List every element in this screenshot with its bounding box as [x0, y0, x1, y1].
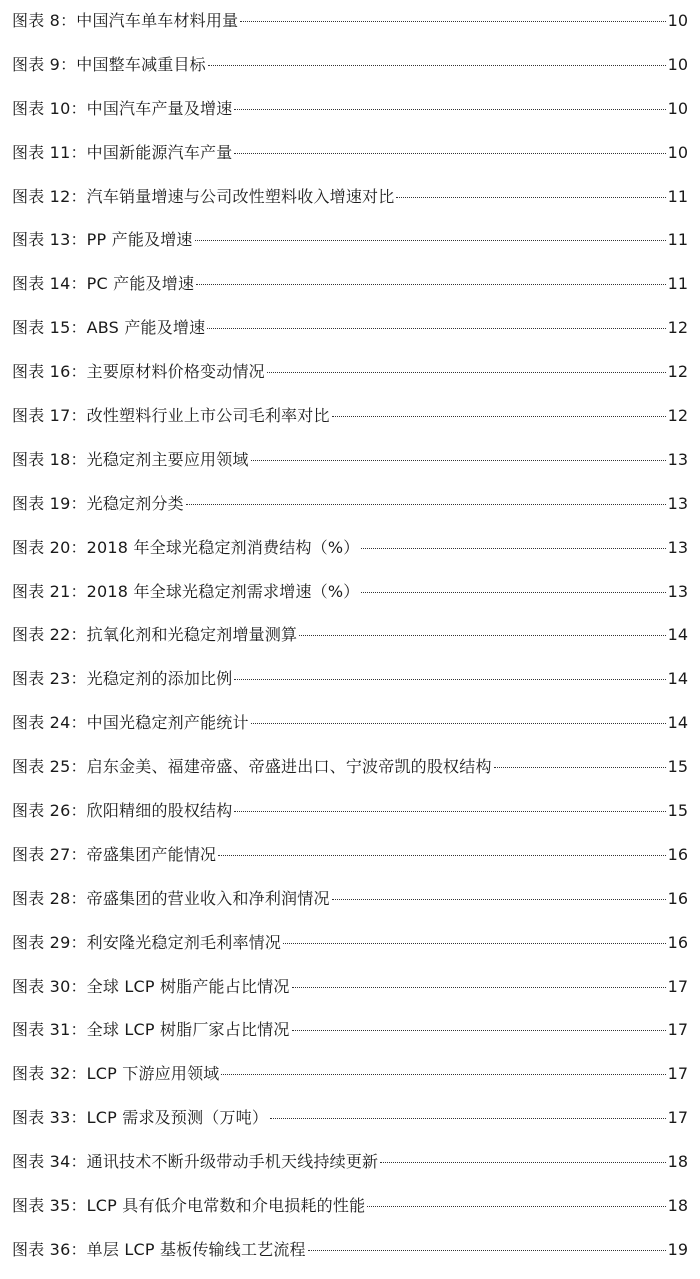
toc-entry-page-number: 18 [667, 1152, 688, 1172]
dot-leader [196, 284, 665, 285]
toc-entry-page-number: 10 [667, 98, 688, 118]
dot-leader [308, 1250, 666, 1251]
dot-leader [292, 1030, 666, 1031]
toc-entry-page-number: 16 [667, 932, 688, 952]
toc-entry-label: 图表 20：2018 年全球光稳定剂消费结构（%） [12, 537, 360, 557]
dot-leader [332, 899, 666, 900]
toc-entry[interactable] [0, 972, 700, 1016]
toc-entry[interactable] [0, 269, 700, 313]
toc-entry[interactable] [0, 1191, 700, 1235]
toc-entry[interactable] [0, 620, 700, 664]
dot-leader [367, 1206, 665, 1207]
dot-leader [361, 592, 665, 593]
dot-leader [240, 21, 665, 22]
toc-entry-page-number: 10 [667, 11, 688, 30]
toc-entry-page-number: 11 [667, 186, 688, 206]
toc-entry-label: 图表 31：全球 LCP 树脂厂家占比情况 [12, 1020, 290, 1040]
dot-leader [186, 504, 666, 505]
toc-entry[interactable] [0, 928, 700, 972]
dot-leader [234, 109, 665, 110]
dot-leader [292, 987, 666, 988]
toc-entry[interactable] [0, 313, 700, 357]
dot-leader [218, 855, 665, 856]
toc-entry-label: 图表 15：ABS 产能及增速 [12, 318, 206, 338]
toc-entry-label: 图表 9：中国整车减重目标 [12, 54, 206, 74]
toc-entry-label: 图表 29：利安隆光稳定剂毛利率情况 [12, 932, 282, 952]
toc-entry-label: 图表 33：LCP 需求及预测（万吨） [12, 1108, 269, 1128]
toc-entry-label: 图表 18：光稳定剂主要应用领域 [12, 449, 249, 469]
toc-entry-label: 图表 11：中国新能源汽车产量 [12, 142, 233, 162]
dot-leader [332, 416, 666, 417]
toc-entry[interactable] [0, 708, 700, 752]
dot-leader [195, 240, 666, 241]
toc-entry[interactable] [0, 1103, 700, 1147]
toc-entry-page-number: 13 [667, 581, 688, 601]
dot-leader [251, 460, 666, 461]
dot-leader [208, 65, 666, 66]
dot-leader [207, 328, 665, 329]
dot-leader [380, 1162, 665, 1163]
toc-entry-label: 图表 32：LCP 下游应用领域 [12, 1064, 220, 1084]
toc-entry[interactable] [0, 752, 700, 796]
toc-entry[interactable] [0, 796, 700, 840]
toc-entry-label: 图表 12：汽车销量增速与公司改性塑料收入增速对比 [12, 186, 395, 206]
toc-entry[interactable] [0, 664, 700, 708]
toc-entry-page-number: 16 [667, 888, 688, 908]
toc-entry-label: 图表 19：光稳定剂分类 [12, 493, 184, 513]
toc-entry-page-number: 13 [667, 493, 688, 513]
toc-entry[interactable] [0, 884, 700, 928]
toc-entry-page-number: 12 [667, 362, 688, 382]
toc-entry-page-number: 10 [667, 54, 688, 74]
toc-entry-label: 图表 27：帝盛集团产能情况 [12, 844, 217, 864]
toc-entry-page-number: 13 [667, 537, 688, 557]
dot-leader [251, 723, 666, 724]
dot-leader [283, 943, 666, 944]
toc-entry-page-number: 11 [667, 274, 688, 294]
toc-entry[interactable] [0, 50, 700, 94]
toc-entry-page-number: 16 [667, 844, 688, 864]
toc-entry-label: 图表 13：PP 产能及增速 [12, 230, 193, 250]
toc-entry[interactable] [0, 1015, 700, 1059]
toc-entry-label: 图表 30：全球 LCP 树脂产能占比情况 [12, 976, 290, 996]
toc-entry-label: 图表 16：主要原材料价格变动情况 [12, 362, 265, 382]
dot-leader [221, 1074, 665, 1075]
dot-leader [234, 679, 665, 680]
toc-entry[interactable] [0, 489, 700, 533]
toc-entry-page-number: 15 [667, 757, 688, 777]
toc-entry-page-number: 13 [667, 449, 688, 469]
toc-entry-label: 图表 28：帝盛集团的营业收入和净利润情况 [12, 888, 330, 908]
toc-entry[interactable] [0, 577, 700, 621]
toc-entry[interactable] [0, 6, 700, 50]
toc-entry[interactable] [0, 1147, 700, 1191]
toc-entry-page-number: 18 [667, 1196, 688, 1216]
toc-entry-label: 图表 36：单层 LCP 基板传输线工艺流程 [12, 1239, 306, 1259]
toc-entry[interactable] [0, 445, 700, 489]
toc-entry-label: 图表 14：PC 产能及增速 [12, 274, 195, 294]
dot-leader [396, 197, 665, 198]
dot-leader [270, 1118, 666, 1119]
toc-entry-page-number: 14 [667, 713, 688, 733]
toc-entry[interactable] [0, 1235, 700, 1279]
toc-entry-label: 图表 25：启东金美、福建帝盛、帝盛进出口、宁波帝凯的股权结构 [12, 757, 492, 777]
toc-entry[interactable] [0, 401, 700, 445]
toc-entry-label: 图表 24：中国光稳定剂产能统计 [12, 713, 249, 733]
toc-entry-page-number: 17 [667, 1020, 688, 1040]
toc-entry-label: 图表 22：抗氧化剂和光稳定剂增量测算 [12, 625, 298, 645]
toc-entry-label: 图表 23：光稳定剂的添加比例 [12, 669, 233, 689]
dot-leader [299, 635, 665, 636]
dot-leader [234, 811, 665, 812]
toc-entry-page-number: 17 [667, 1108, 688, 1128]
toc-entry-label: 图表 10：中国汽车产量及增速 [12, 98, 233, 118]
toc-entry-page-number: 17 [667, 976, 688, 996]
toc-entry-page-number: 10 [667, 142, 688, 162]
dot-leader [267, 372, 666, 373]
toc-entry-label: 图表 8：中国汽车单车材料用量 [12, 11, 239, 30]
toc-entry-label: 图表 26：欣阳精细的股权结构 [12, 801, 233, 821]
toc-entry-label: 图表 34：通讯技术不断升级带动手机天线持续更新 [12, 1152, 379, 1172]
toc-entry-label: 图表 17：改性塑料行业上市公司毛利率对比 [12, 406, 330, 426]
toc-entry-label: 图表 21：2018 年全球光稳定剂需求增速（%） [12, 581, 360, 601]
toc-entry-page-number: 19 [667, 1239, 688, 1259]
toc-entry[interactable] [0, 840, 700, 884]
dot-leader [361, 548, 665, 549]
toc-entry-page-number: 17 [667, 1064, 688, 1084]
toc-entry[interactable] [0, 138, 700, 182]
toc-entry[interactable] [0, 225, 700, 269]
toc-entry-page-number: 14 [667, 625, 688, 645]
toc-entry-page-number: 12 [667, 406, 688, 426]
toc-entry-page-number: 11 [667, 230, 688, 250]
toc-entry-label: 图表 35：LCP 具有低介电常数和介电损耗的性能 [12, 1196, 366, 1216]
toc-entry[interactable] [0, 357, 700, 401]
toc-entry[interactable] [0, 1059, 700, 1103]
toc-entry[interactable] [0, 94, 700, 138]
toc-entry-page-number: 12 [667, 318, 688, 338]
dot-leader [494, 767, 666, 768]
toc-entry-page-number: 15 [667, 801, 688, 821]
dot-leader [234, 153, 665, 154]
toc-entry-page-number: 14 [667, 669, 688, 689]
toc-entry[interactable] [0, 533, 700, 577]
toc-entry[interactable] [0, 182, 700, 226]
